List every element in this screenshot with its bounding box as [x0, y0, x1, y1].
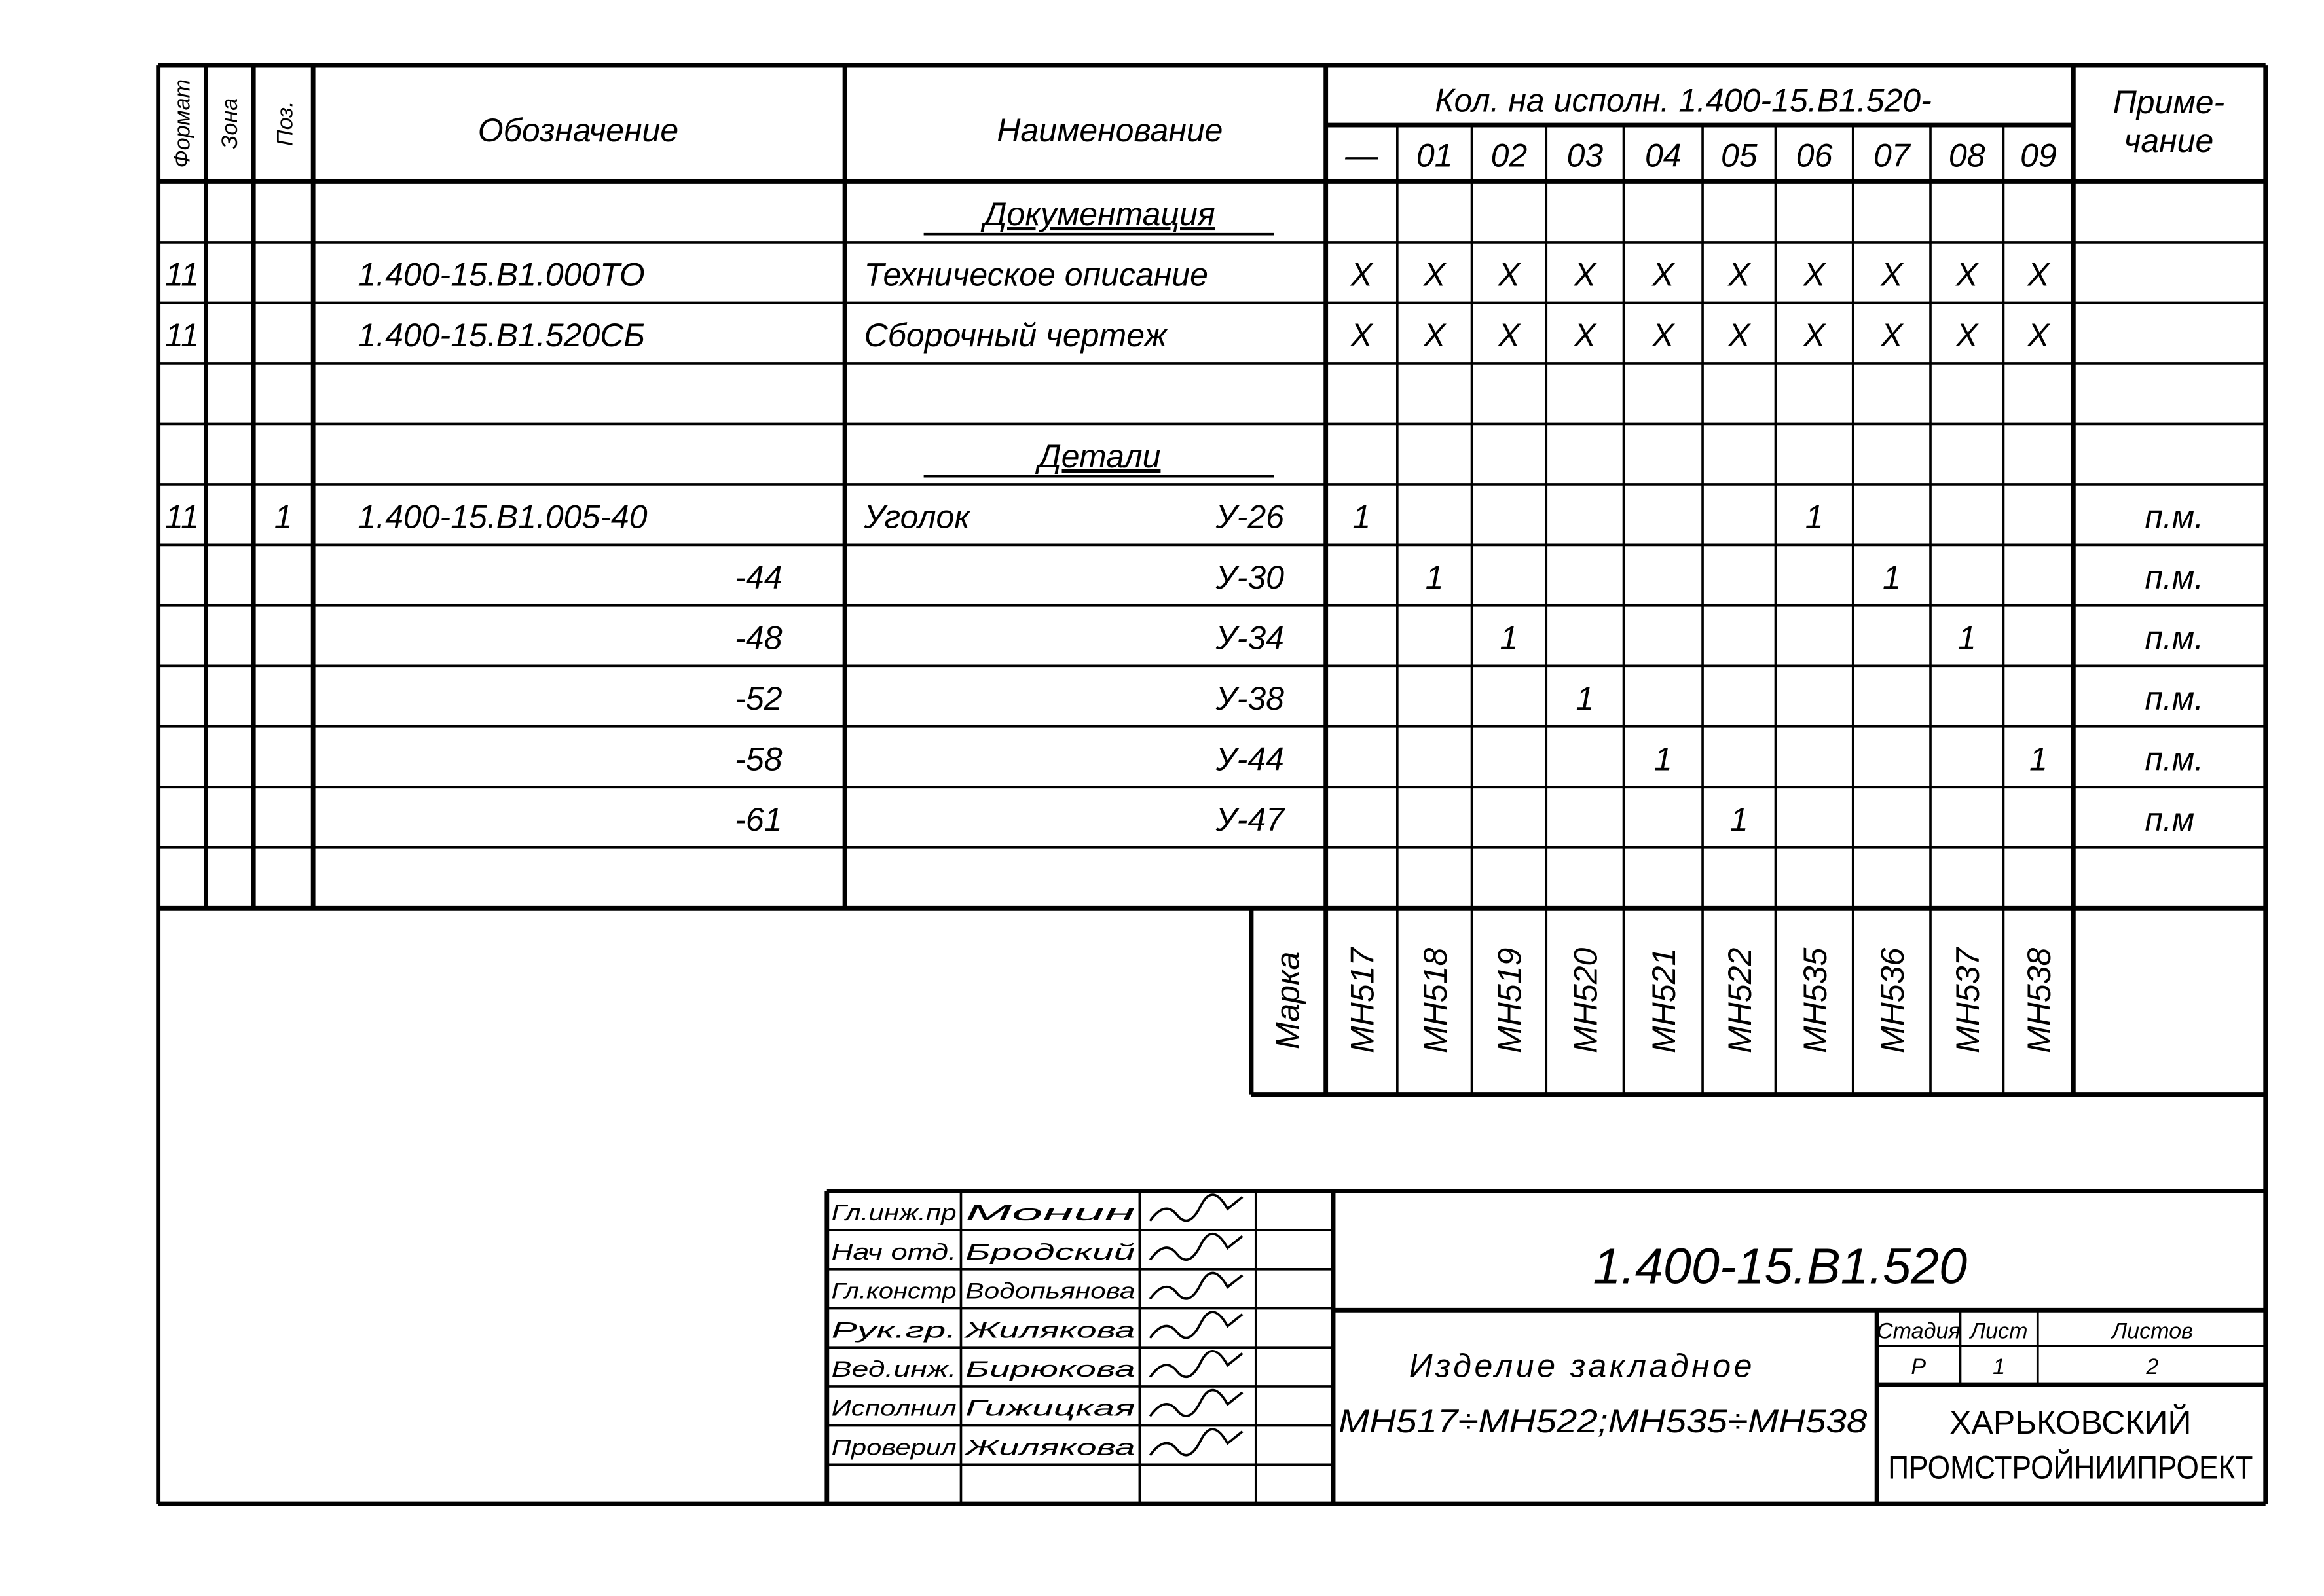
- qty-cell: X: [1728, 317, 1750, 354]
- name-cell: Уголок: [864, 498, 970, 535]
- signer-role: Вед.инж.: [831, 1356, 957, 1382]
- header-zone: Зона: [217, 98, 243, 149]
- signer-row: [832, 1195, 1243, 1225]
- signature-mark: [1150, 1429, 1242, 1455]
- mark-label: МН521: [1645, 947, 1682, 1053]
- header-qty-title: Кол. на исполн. 1.400-15.В1.520-: [1435, 82, 1932, 119]
- variant-header: 08: [1948, 137, 1985, 174]
- name-cell: Сборочный чертеж: [864, 317, 1167, 354]
- org-line1: ХАРЬКОВСКИЙ: [1949, 1404, 2192, 1442]
- signature-mark: [1150, 1312, 1242, 1338]
- variant-header: 03: [1566, 137, 1604, 174]
- qty-cell: 1: [1576, 680, 1595, 717]
- signer-row: [832, 1429, 1243, 1460]
- header-format: Формат: [170, 79, 195, 168]
- qty-cell: X: [2027, 317, 2050, 354]
- mark-label: МН522: [1721, 947, 1758, 1053]
- qty-cell: 1: [1882, 558, 1901, 596]
- section-title: Детали: [1038, 437, 1161, 475]
- signer-role: Проверил: [831, 1435, 957, 1460]
- format-cell: 11: [165, 498, 200, 535]
- qty-cell: 1: [1653, 740, 1672, 778]
- product-marks: МН517÷МН522;МН535÷МН538: [1338, 1402, 1868, 1440]
- designation-cell: 1.400-15.В1.005-40: [358, 498, 648, 535]
- header-pos: Поз.: [272, 101, 298, 147]
- mark-label: МН537: [1949, 947, 1986, 1053]
- qty-cell: X: [1424, 317, 1446, 354]
- signer-name: Бирюкова: [965, 1356, 1135, 1382]
- qty-cell: X: [1728, 256, 1750, 293]
- signer-role: Гл.констр: [831, 1279, 957, 1304]
- header-designation: Обозначение: [477, 112, 679, 149]
- mark-label: МН519: [1491, 947, 1528, 1053]
- variant-header: 06: [1796, 137, 1833, 174]
- org-line2: ПРОМСТРОЙНИИПРОЕКТ: [1888, 1449, 2300, 1486]
- table-row: [735, 740, 2204, 777]
- product-title: Изделие закладное: [1409, 1347, 1755, 1385]
- mark-label: МН536: [1874, 947, 1911, 1053]
- designation-cell: 1.400-15.В1.520СБ: [358, 317, 645, 354]
- signer-row: [832, 1390, 1243, 1421]
- variant-header: 04: [1644, 137, 1682, 174]
- note-cell: п.м.: [2145, 740, 2204, 778]
- variant-header: 07: [1873, 137, 1910, 174]
- designation-cell: -44: [735, 558, 783, 596]
- note-cell: п.м: [2145, 801, 2195, 838]
- qty-cell: X: [1956, 317, 1978, 354]
- signer-role: Исполнил: [831, 1396, 957, 1421]
- qty-cell: 1: [1425, 558, 1444, 596]
- header-name: Наименование: [997, 112, 1223, 149]
- table-row: [735, 559, 2204, 596]
- title-block: [831, 1195, 2300, 1486]
- qty-cell: X: [1424, 256, 1446, 293]
- table-row: [735, 619, 2204, 656]
- qty-cell: X: [1652, 317, 1674, 354]
- size-cell: У-47: [1215, 801, 1284, 838]
- size-cell: У-30: [1215, 558, 1284, 596]
- signer-name: Монин: [965, 1201, 1136, 1226]
- qty-cell: 1: [1352, 498, 1371, 535]
- mark-label: МН520: [1567, 947, 1604, 1053]
- signer-row: [832, 1312, 1243, 1343]
- signer-name: Гижицкая: [965, 1396, 1135, 1421]
- section-row: [924, 196, 1274, 234]
- table-body: [165, 196, 2204, 838]
- qty-cell: X: [1881, 317, 1903, 354]
- note-cell: п.м.: [2145, 680, 2204, 717]
- document-code: 1.400-15.В1.520: [1593, 1238, 1968, 1295]
- table-row: [165, 257, 2050, 293]
- size-cell: У-26: [1215, 498, 1284, 535]
- signer-name: Жилякова: [963, 1435, 1135, 1460]
- section-title: Документация: [984, 196, 1215, 233]
- variant-header: 09: [2020, 137, 2057, 174]
- qty-cell: X: [1350, 256, 1373, 293]
- header-note-line2: чание: [2124, 122, 2214, 159]
- signer-row: [832, 1234, 1243, 1265]
- sheet-label: Лист: [1970, 1318, 2028, 1344]
- signer-name: Жилякова: [963, 1318, 1135, 1343]
- qty-cell: X: [1803, 256, 1826, 293]
- note-cell: п.м.: [2145, 619, 2204, 657]
- qty-cell: 1: [2029, 740, 2048, 778]
- qty-cell: X: [1574, 256, 1596, 293]
- qty-cell: X: [1498, 317, 1521, 354]
- marks-label: Марка: [1269, 951, 1306, 1049]
- section-row: [924, 438, 1274, 477]
- sheet-value: 1: [1993, 1354, 2006, 1380]
- qty-cell: X: [1803, 317, 1826, 354]
- signer-row: [832, 1273, 1243, 1303]
- designation-cell: 1.400-15.В1.000ТО: [358, 256, 645, 293]
- format-cell: 11: [165, 317, 200, 354]
- qty-cell: X: [2027, 256, 2050, 293]
- signer-name: Водопьянова: [965, 1279, 1135, 1304]
- size-cell: У-44: [1215, 740, 1284, 778]
- table-row: [165, 498, 2204, 535]
- stage-value: Р: [1911, 1354, 1927, 1380]
- designation-cell: -48: [735, 619, 783, 657]
- mark-label: МН535: [1796, 947, 1834, 1053]
- signature-mark: [1150, 1273, 1242, 1299]
- qty-cell: X: [1881, 256, 1903, 293]
- sheets-value: 2: [2146, 1354, 2159, 1380]
- mark-label: МН517: [1344, 947, 1381, 1053]
- designation-cell: -61: [735, 801, 783, 838]
- signature-mark: [1150, 1390, 1242, 1417]
- variant-header: —: [1345, 137, 1378, 174]
- marks-block: [1270, 946, 2057, 1053]
- signer-role: Рук.гр.: [831, 1318, 957, 1343]
- mark-label: МН538: [2021, 947, 2058, 1053]
- variant-header: 05: [1720, 137, 1758, 174]
- signature-mark: [1150, 1195, 1242, 1221]
- signer-name: Бродский: [965, 1239, 1135, 1265]
- table-row: [735, 680, 2204, 717]
- table-row: [165, 317, 2050, 354]
- mark-label: МН518: [1416, 947, 1454, 1053]
- qty-cell: X: [1574, 317, 1596, 354]
- qty-cell: X: [1350, 317, 1373, 354]
- name-cell: Техническое описание: [864, 256, 1208, 293]
- size-cell: У-34: [1215, 619, 1284, 657]
- qty-cell: 1: [1729, 801, 1748, 838]
- note-cell: п.м.: [2145, 498, 2204, 535]
- sheets-label: Листов: [2111, 1318, 2193, 1344]
- designation-cell: -52: [735, 680, 783, 717]
- size-cell: У-38: [1215, 680, 1284, 717]
- table-row: [735, 801, 2194, 838]
- signature-mark: [1150, 1234, 1242, 1260]
- stage-label: Стадия: [1876, 1318, 1961, 1344]
- designation-cell: -58: [735, 740, 783, 778]
- variant-header: 02: [1490, 137, 1528, 174]
- signer-role: Нач отд.: [831, 1239, 957, 1265]
- qty-cell: X: [1956, 256, 1978, 293]
- variant-header: 01: [1416, 137, 1453, 174]
- pos-cell: 1: [274, 498, 293, 535]
- qty-cell: 1: [1805, 498, 1824, 535]
- format-cell: 11: [165, 256, 200, 293]
- signer-row: [832, 1351, 1243, 1382]
- qty-cell: 1: [1957, 619, 1976, 657]
- signer-role: Гл.инж.пр: [831, 1201, 957, 1226]
- qty-cell: X: [1498, 256, 1521, 293]
- header-note-line1: Приме-: [2112, 83, 2225, 120]
- note-cell: п.м.: [2145, 558, 2204, 596]
- qty-cell: 1: [1500, 619, 1519, 657]
- qty-cell: X: [1652, 256, 1674, 293]
- signature-mark: [1150, 1351, 1242, 1377]
